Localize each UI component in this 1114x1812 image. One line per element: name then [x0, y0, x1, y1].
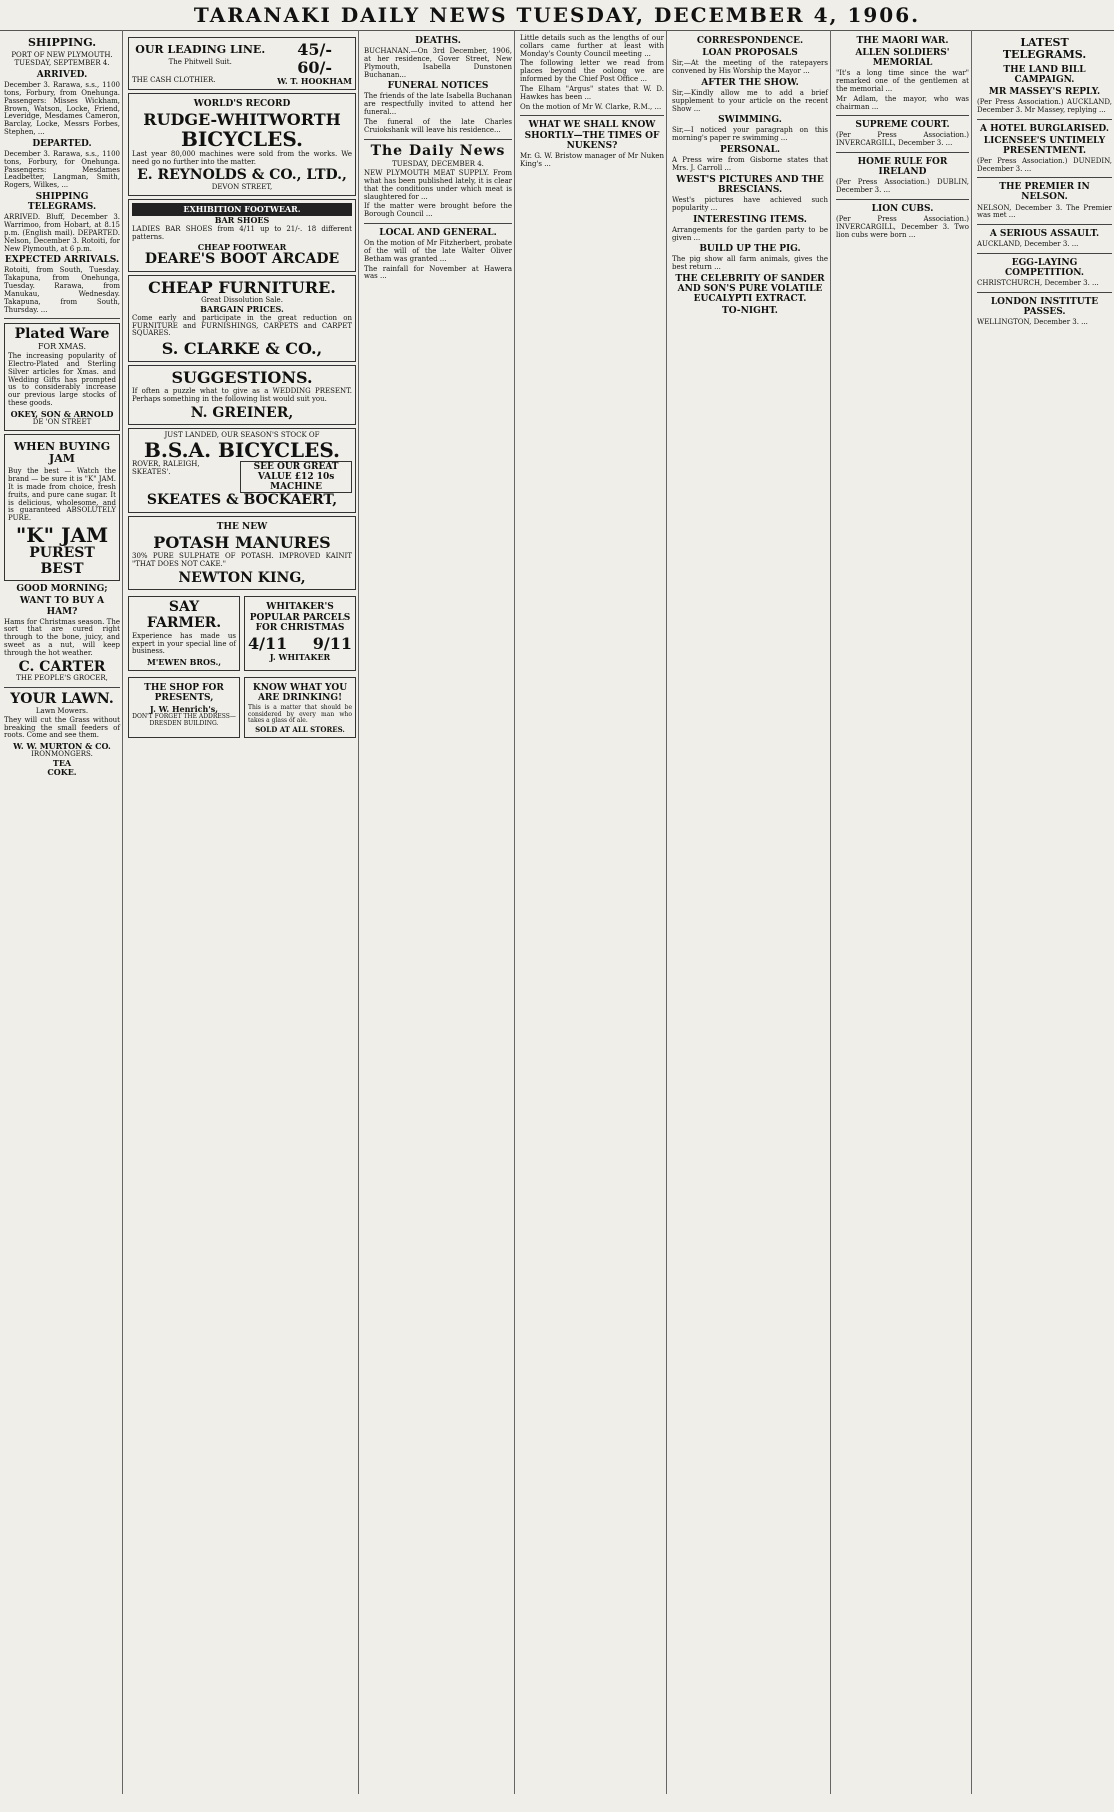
expected-arrivals: EXPECTED ARRIVALS.	[4, 255, 120, 266]
deare-ad: EXHIBITION FOOTWEAR. BAR SHOES LADIES BAR SHOES from 4/11 up to 21/-. 18 different patterns. CHEAP FOOTWEAR DEARE'S BOOT ARCADE	[128, 199, 356, 272]
rudge-ad: WORLD'S RECORD RUDGE-WHITWORTH BICYCLES. Last year 80,000 machines were sold from the works. We need go no further into the matter. E. REYNOLDS & CO., LTD., DEVON STREET,	[128, 93, 356, 196]
masthead: TARANAKI DAILY NEWS TUESDAY, DECEMBER 4, 1906.	[0, 0, 1114, 31]
port-line: PORT OF NEW PLYMOUTH.	[11, 51, 113, 60]
potash-ad: THE NEW POTASH MANURES 30% PURE SULPHATE OF POTASH. IMPROVED KAINIT "THAT DOES NOT CAKE." NEWTON KING,	[128, 516, 356, 590]
shipping-telegrams: SHIPPING TELEGRAMS.	[27, 192, 97, 213]
date-line: TUESDAY, SEPTEMBER 4.	[14, 59, 110, 68]
column-2	[126, 34, 358, 1794]
column-5: CORRESPONDENCE. LOAN PROPOSALS Sir,—At the meeting of the ratepayers convened by His Worship the Mayor ... AFTER THE SHOW. Sir,—Kindly allow me to add a brief supplement to your article on the recent Show ... SWIMMING. Sir,—I noticed your paragraph on this morning's paper re swimming ... PERSONAL. A Press wire from Gisborne states that Mrs. J. Carroll ... WEST'S PICTURES AND THE BRESCIANS. West's pictures have achieved such popularity ... INTERESTING ITEMS. Arrangements for the garden party to be given ... BUILD UP THE PIG. The pig show all farm animals, gives the best return ... THE CELEBRITY OF SANDER AND SON'S PURE VOLATILE EUCALYPTI EXTRACT. TO-NIGHT.	[672, 36, 828, 317]
k-jam-ad: WHEN BUYING JAM Buy the best — Watch the brand — be sure it is "K" JAM. It is made from choice, fresh fruits, and pure cane sugar. It is delicious, wholesome, and is guaranteed ABSOLUTELY PURE. "K" JAM PUREST BEST	[4, 434, 120, 582]
column-7: LATEST TELEGRAMS. THE LAND BILL CAMPAIGN. MR MASSEY'S REPLY. (Per Press Association.) AUCKLAND, December 3. Mr Massey, replying ... A HOTEL BURGLARISED. LICENSEE'S UNTIMELY PRESENTMENT. (Per Press Association.) DUNEDIN, December 3. ... THE PREMIER IN NELSON. NELSON, December 3. The Premier was met ... A SERIOUS ASSAULT. AUCKLAND, December 3. ... EGG-LAYING COMPETITION. CHRISTCHURCH, December 3. ... LONDON INSTITUTE PASSES. WELLINGTON, December 3. ...	[977, 36, 1112, 327]
henrich-ad: THE SHOP FOR PRESENTS, J. W. Henrich's, DON'T FORGET THE ADDRESS—DRESDEN BUILDING.	[128, 677, 240, 738]
column-4: Little details such as the lengths of our collars came further at least with Monday's County Council meeting ... The following letter we read from places beyond the oolong we are informed by the Chief Post Office ... The Elham "Argus" states that W. D. Hawkes has been ... On the motion of Mr W. Clarke, R.M., ... WHAT WE SHALL KNOW SHORTLY—THE TIMES OF NUKENS? Mr. G. W. Bristow manager of Mr Nuken King's ...	[520, 34, 664, 168]
departed: DEPARTED.	[32, 138, 92, 149]
greiner-ad: SUGGESTIONS. If often a puzzle what to give as a WEDDING PRESENT. Perhaps something in the following list would suit you. N. GREINER,	[128, 365, 356, 425]
whitaker-ad: WHITAKER'S POPULAR PARCELS FOR CHRISTMAS 4/11 9/11 J. WHITAKER	[244, 596, 356, 671]
column-3: DEATHS. BUCHANAN.—On 3rd December, 1906, at her residence, Gover Street, New Plymouth, Isabella Dunstonen Buchanan... FUNERAL NOTICES The friends of the late Isabella Buchanan are respectfully invited to attend her funeral... The funeral of the late Charles Cruiokshank will leave his residence... The Daily News TUESDAY, DECEMBER 4. NEW PLYMOUTH MEAT SUPPLY. From what has been published lately, it is clear that the conditions under which meat is slaughtered for ... If the matter were brought before the Borough Council ... LOCAL AND GENERAL. On the motion of Mr Fitzherbert, probate of the will of the late Walter Oliver Betham was granted ... The rainfall for November at Hawera was ...	[364, 36, 512, 281]
column-1: SHIPPING. PORT OF NEW PLYMOUTH. TUESDAY, SEPTEMBER 4. ARRIVED. December 3. Rarawa, s.s., 1100 tons, Forbury, from Onehunga. Passengers: Misses Wickham, Brown, Watson, Locke, Friend, Leveridge, Mesdames Cameron, Barclay, Locke, Messrs Forbes, Stephen, ... DEPARTED. December 3. Rarawa, s.s., 1100 tons, Forbury, for Onehunga. Passengers: Mesdames Leadbetter, Langman, Smith, Rogers, Wilkes, ... SHIPPING TELEGRAMS. ARRIVED. Bluff, December 3. Warrimoo, from Hobart, at 8.15 p.m. (English mail). DEPARTED. Nelson, December 3. Rotoiti, for New Plymouth, at 6 p.m. EXPECTED ARRIVALS. Rotoiti, from South, Tuesday. Takapuna, from Onehunga, Tuesday. Rarawa, from Manukau, Wednesday. Takapuna, from South, Thursday. ... Plated Ware FOR XMAS. The increasing popularity of Electro-Plated and Sterling Silver articles for Xmas. and Wedding Gifts has prompted us to considerably increase our previous large stocks of these goods. OKEY, SON & ARNOLD DE 'ON STREET WHEN BUYING JAM Buy the best — Watch the brand — be sure it is "K" JAM. It is made from choice, fresh fruits, and pure cane sugar. It is delicious, wholesome, and is guaranteed ABSOLUTELY PURE. "K" JAM PUREST BEST GOOD MORNING; WANT TO BUY A HAM? Hams for Christmas season. The sort that are cured right through to the bone, juicy, and sweet as a nut, will keep through the hot weather. C. CARTER THE PEOPLE'S GROCER, YOUR LAWN. Lawn Mowers. They will cut the Grass without breaking the small feeders of roots. Come and see them. W. W. MURTON & CO. IRONMONGERS. TEA COKE.	[4, 36, 120, 777]
clarke-ad: CHEAP FURNITURE. Great Dissolution Sale. BARGAIN PRICES. Come early and participate in the great reduction on FURNITURE and FURNISHINGS, CARPETS and CARPET SQUARES. S. CLARKE & CO.,	[128, 275, 356, 362]
bsa-ad: JUST LANDED, OUR SEASON'S STOCK OF B.S.A. BICYCLES. ROVER, RALEIGH, SKEATES'. SEE OUR GREAT VALUE £12 10s MACHINE SKEATES & BOCKAERT,	[128, 428, 356, 513]
farmer-ad: SAY FARMER. Experience has made us expert in your special line of business. M'EWEN BROS.,	[128, 596, 240, 671]
hookham-ad: OUR LEADING LINE. The Phitwell Suit. 45/- 60/- THE CASH CLOTHIER. W. T. HOOKHAM	[128, 37, 356, 90]
plated-ware-ad: Plated Ware FOR XMAS. The increasing popularity of Electro-Plated and Sterling Silver articles for Xmas. and Wedding Gifts has prompted us to considerably increase our previous large stocks of these goods. OKEY, SON & ARNOLD DE 'ON STREET	[4, 323, 120, 430]
shipping-heading: SHIPPING.	[27, 36, 97, 49]
column-6: THE MAORI WAR. ALLEN SOLDIERS' MEMORIAL "It's a long time since the war" remarked one of the gentlemen at the memorial ... Mr Adlam, the mayor, who was chairman ... SUPREME COURT. (Per Press Association.) INVERCARGILL, December 3. ... HOME RULE FOR IRELAND (Per Press Association.) DUBLIN, December 3. ... LION CUBS. (Per Press Association.) INVERCARGILL, December 3. Two lion cubs were born ...	[836, 36, 969, 239]
arrived: ARRIVED.	[36, 69, 88, 80]
drinking-ad: KNOW WHAT YOU ARE DRINKING! This is a matter that should be considered by every man who takes a glass of ale. SOLD AT ALL STORES.	[244, 677, 356, 738]
